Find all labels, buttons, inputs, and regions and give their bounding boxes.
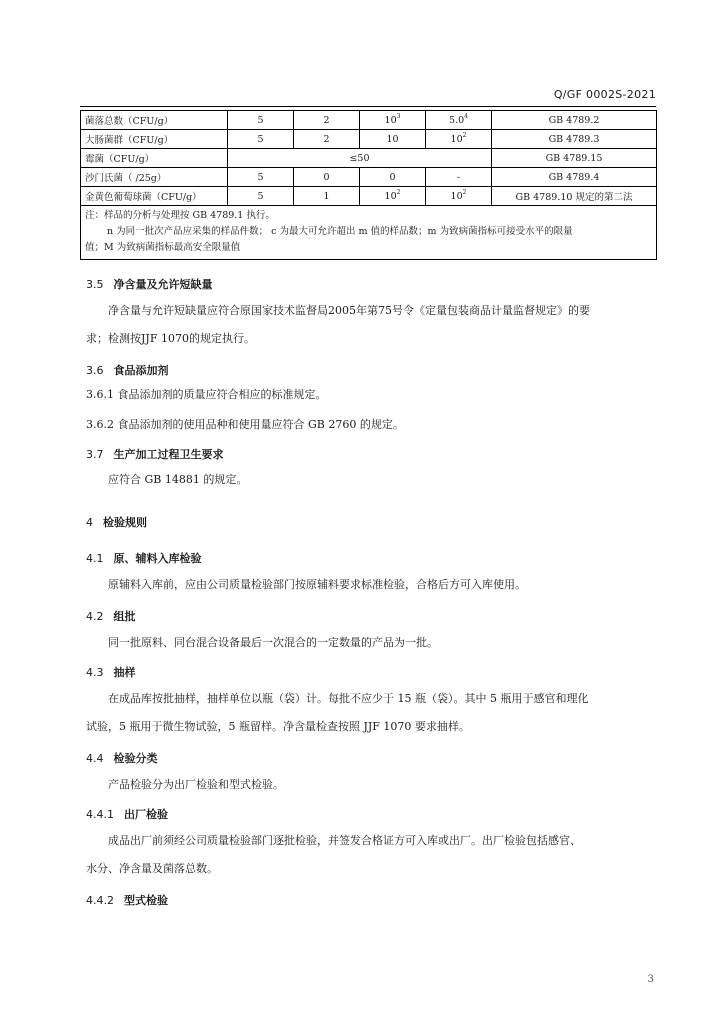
paragraph: 3.6.1 食品添加剂的质量应符合相应的标准规定。 [86,388,327,401]
m-value: 0 [360,168,426,187]
note-line: 注：样品的分析与处理按 GB 4789.1 执行。 [85,210,275,221]
page-number: 3 [647,974,654,985]
item-name: 沙门氏菌（ /25g） [81,168,228,187]
M-value: $10^2$ [426,130,492,149]
paragraph: 产品检验分为出厂检验和型式检验。 [108,778,284,791]
section-4-3-heading: 4.3 抽样 [86,666,136,679]
merged-limit: ≤50 [228,149,492,168]
paragraph: 试验，5 瓶用于微生物试验，5 瓶留样。净含量检查按照 JJF 1070 要求抽样。 [86,720,470,733]
paragraph: 水分、净含量及菌落总数。 [86,862,218,875]
section-3-5-heading: 3.5 净含量及允许短缺量 [86,278,213,291]
test-method: GB 4789.15 [492,149,657,168]
section-4-4-heading: 4.4 检验分类 [86,752,158,765]
M-value: - [426,168,492,187]
paragraph: 同一批原料、同台混合设备最后一次混合的一定数量的产品为一批。 [108,636,438,649]
m-value: $10^2$ [360,187,426,206]
microbiology-table [80,110,657,260]
table-note-row [81,206,657,260]
test-method: GB 4789.4 [492,168,657,187]
paragraph: 在成品库按批抽样，抽样单位以瓶（袋）计。每批不应少于 15 瓶（袋）。其中 5 瓶用于感官和理化 [108,692,589,705]
table-row [81,187,657,206]
M-value: $10^2$ [426,187,492,206]
paragraph: 净含量与允许短缺量应符合原国家技术监督局2005年第75号令《定量包装商品计量监督规定》的要 [108,304,590,317]
item-name: 菌落总数（CFU/g） [81,111,228,130]
test-method: GB 4789.2 [492,111,657,130]
section-4-2-heading: 4.2 组批 [86,610,136,623]
paragraph: 求；检测按JJF 1070的规定执行。 [86,332,255,345]
c-value: 2 [294,111,360,130]
paragraph: 原辅料入库前，应由公司质量检验部门按原辅料要求标准检验，合格后方可入库使用。 [108,578,526,591]
m-value: $10^3$ [360,111,426,130]
n-value: 5 [228,187,294,206]
paragraph: 成品出厂前须经公司质量检验部门逐批检验，并签发合格证方可入库或出厂。出厂检验包括感官、 [108,834,581,847]
item-name: 金黄色葡萄球菌（CFU/g） [81,187,228,206]
M-value: $5.0^4$ [426,111,492,130]
table-note [81,206,657,260]
section-4-1-heading: 4.1 原、辅料入库检验 [86,552,202,565]
test-method: GB 4789.10 规定的第二法 [492,187,657,206]
document-code: Q/GF 0002S-2021 [553,88,656,101]
table-row [81,168,657,187]
item-name: 霉菌（CFU/g） [81,149,228,168]
test-method: GB 4789.3 [492,130,657,149]
n-value: 5 [228,111,294,130]
table-row [81,149,657,168]
section-4-heading: 4 检验规则 [86,516,147,529]
table-row [81,130,657,149]
paragraph: 3.6.2 食品添加剂的使用品种和使用量应符合 GB 2760 的规定。 [86,418,404,431]
table-row [81,111,657,130]
note-line: 值；M 为致病菌指标最高安全限量值 [85,242,241,253]
n-value: 5 [228,168,294,187]
n-value: 5 [228,130,294,149]
section-3-7-heading: 3.7 生产加工过程卫生要求 [86,448,224,461]
section-4-4-1-heading: 4.4.1 出厂检验 [86,808,168,821]
note-line: n 为同一批次产品应采集的样品件数； c 为最大可允许超出 m 值的样品数；m 为致病菌指标可接受水平的限量 [107,226,573,237]
paragraph: 应符合 GB 14881 的规定。 [108,473,248,486]
section-3-6-heading: 3.6 食品添加剂 [86,364,169,377]
c-value: 2 [294,130,360,149]
c-value: 0 [294,168,360,187]
item-name: 大肠菌群（CFU/g） [81,130,228,149]
section-4-4-2-heading: 4.4.2 型式检验 [86,894,168,907]
c-value: 1 [294,187,360,206]
header-rule [80,106,656,107]
m-value: 10 [360,130,426,149]
